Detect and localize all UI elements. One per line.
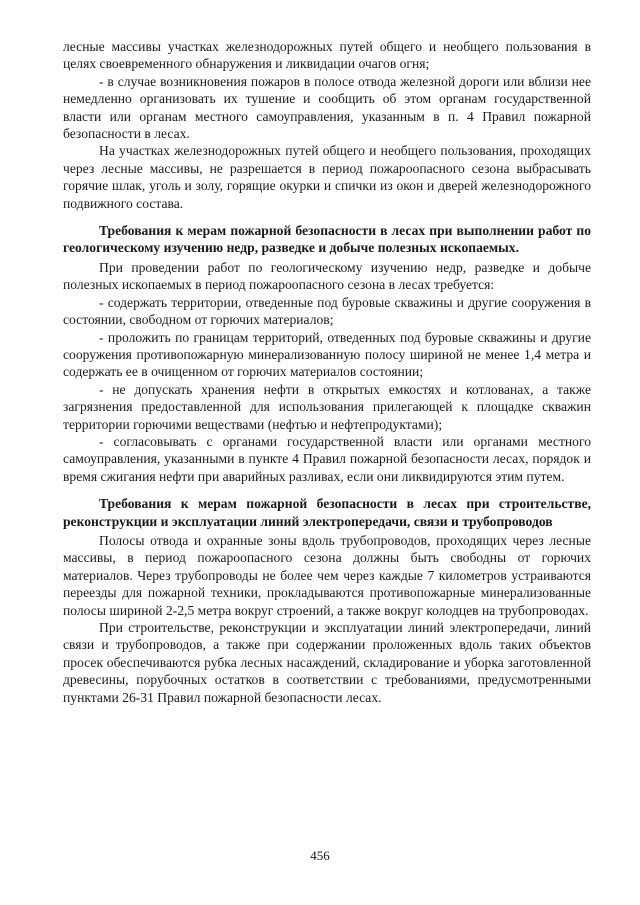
page-number: 456 <box>310 848 330 863</box>
paragraph-pipelines: Полосы отвода и охранные зоны вдоль трубопроводов, проходящих через лесные массивы, в период пожароопасного сезона должны быть свободны от горючих материалов. Через трубопроводы не более чем через каждые 7 километров устраиваются переезды для пожарной техники, прокладываются противопожарные минерализованные полосы шириной 2-2,5 метра вокруг строений, а также вокруг колодцев на трубопроводах. <box>63 532 591 618</box>
paragraph-geology-intro: При проведении работ по геологическому изучению недр, разведке и добыче полезных ископаемых в период пожароопасного сезона в лесах требуется: <box>63 259 591 293</box>
paragraph-construction: При строительстве, реконструкции и эксплуатации линий электропередачи, линий связи и трубопроводов, а также при содержании проложенных вдоль таких объектов просек обеспечиваются рубка лесных насаждений, складирование и уборка заготовленной древесины, порубочных остатков в соответствии с требованиями, предусмотренными пунктами 26-31 Правил пожарной безопасности лесах. <box>63 620 591 705</box>
list-item-geology-1: - содержать территории, отведенные под буровые скважины и другие сооружения в состоянии, свободном от горючих материалов; <box>63 294 591 328</box>
section-heading-geology: Требования к мерам пожарной безопасности в лесах при выполнении работ по геологическому изучению недр, разведке и добыче полезных ископаемых. <box>63 223 591 256</box>
paragraph-railway-continuation: лесные массивы участках железнодорожных путей общего и необщего пользования в целях своевременного обнаружения и ликвидации очагов огня; <box>63 39 591 72</box>
section-heading-power-lines: Требования к мерам пожарной безопасности в лесах при строительстве, реконструкции и эксплуатации линий электропередачи, связи и трубопроводов <box>63 496 591 529</box>
paragraph-railway-fire-response: - в случае возникновения пожаров в полосе отвода железной дороги или вблизи нее немедленно организовать их тушение и сообщить об этом органам государственной власти или органам местного самоуправления, указанным в п. 4 Правил пожарной безопасности в лесах. <box>63 73 591 142</box>
document-page <box>63 38 591 706</box>
list-item-geology-3: - не допускать хранения нефти в открытых емкостях и котлованах, а также загрязнения предоставленной для использования прилегающей к площадке скважин территории горючими веществами (нефтью и нефтепродуктами); <box>63 381 591 432</box>
list-item-geology-2: - проложить по границам территорий, отведенных под буровые скважины и другие сооружения противопожарную минерализованную полосу шириной не менее 1,4 метра и содержать ее в очищенном от горючих материалов состоянии; <box>63 329 591 380</box>
paragraph-railway-prohibition: На участках железнодорожных путей общего и необщего пользования, проходящих через лесные массивы, не разрешается в период пожароопасного сезона выбрасывать горячие шлак, уголь и золу, горящие окурки и спички из окон и дверей железнодорожного подвижного состава. <box>63 143 591 211</box>
list-item-geology-4: - согласовывать с органами государственной власти или органами местного самоуправления, указанными в пункте 4 Правил пожарной безопасности лесах, порядок и время сжигания нефти при аварийных разливах, если они ликвидируются этим путем. <box>63 433 591 484</box>
